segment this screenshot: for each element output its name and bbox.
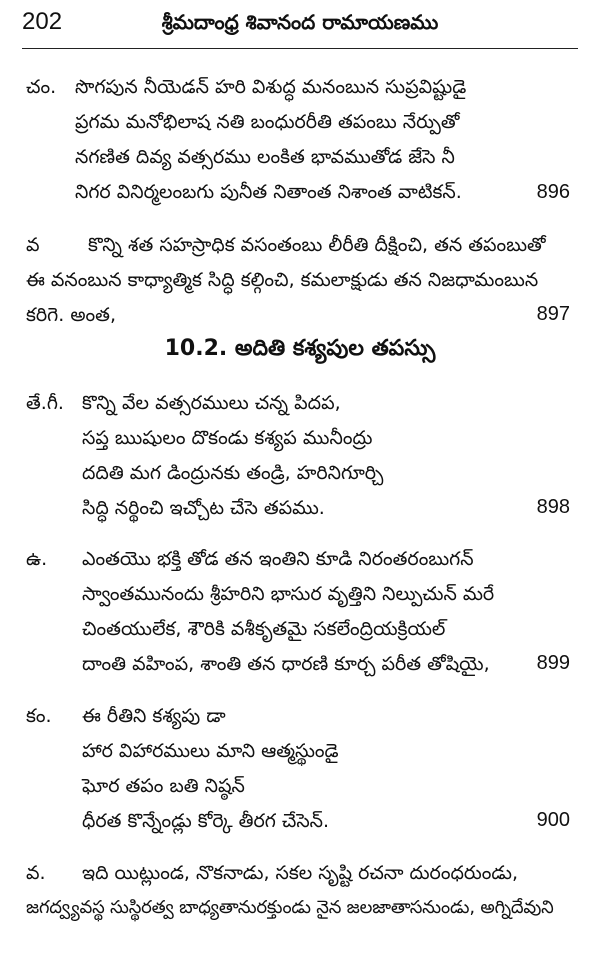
section-heading: 10.2. అదితి కశ్యపుల తపస్సు xyxy=(164,336,436,361)
verse-line: ధీరత కొన్నేండ్లు కోర్కె తీరగ చేసెన్. xyxy=(82,810,330,832)
prose-line: ఇది యిట్లుండ, నొకనాడు, సకల సృష్టి రచనా దురంధరుండు, xyxy=(82,862,519,884)
verse-line: దదితి మగ డింద్రునకు తండ్రి, హరినిగూర్చి xyxy=(82,462,384,484)
verse-line: సప్త ఋషులం దొకండు కశ్యప మునీంద్రు xyxy=(82,427,373,449)
verse-line: నిగర వినిర్మలంబగు పునీత నితాంత నిశాంత వాటికన్. xyxy=(75,181,462,203)
verse-line: చింతయులేక, శౌరికి వశీకృతమై సకలేంద్రియక్రియల్ xyxy=(82,618,446,640)
prose-line: ఈ వనంబున కాధ్యాత్మిక సిద్ధి కల్గించి, కమలాక్షుడు తన నిజధామంబున xyxy=(26,269,539,291)
verse-line: కొన్ని వేల వత్సరములు చన్న పిదప, xyxy=(82,392,341,414)
page-header xyxy=(22,8,578,42)
verse-number: 899 xyxy=(536,652,570,674)
verse-line: నగణిత దివ్య వత్సరము లంకిత భావముతోడ జేసె నీ xyxy=(75,146,455,168)
verse-line: హార విహారములు మాని ఆత్మస్థుండై xyxy=(82,740,339,762)
prose-line: కొన్ని శత సహస్రాధిక వసంతంబు లీరీతి దీక్షించి, తన తపంబుతో xyxy=(88,234,546,256)
verse-line: ప్రగమ మనోభిలాష నతి బంధురరీతి తపంబు నేర్పుతో xyxy=(75,111,460,133)
verse-line: ఎంతయొ భక్తి తోడ తన ఇంతిని కూడి నిరంతరంబుగన్ xyxy=(82,548,474,570)
verse-number: 898 xyxy=(536,496,570,518)
verse-line: సిద్ధి నర్థించి ఇచ్చోట చేసె తపము. xyxy=(82,497,325,519)
verse-number: 897 xyxy=(536,303,570,325)
verse-line: స్వాంతమునందు శ్రీహరిని భాసుర వృత్తిని నిల్పుచున్ మరే xyxy=(82,583,495,605)
verse-number: 900 xyxy=(536,809,570,831)
prose-label: వ xyxy=(26,234,40,256)
verse-number: 896 xyxy=(536,181,570,203)
page-number: 202 xyxy=(22,8,63,35)
running-title: శ్రీమదాంధ్ర శివానంద రామాయణము xyxy=(161,10,439,34)
meter-label: కం. xyxy=(26,705,52,727)
verse-line: దాంతి వహింప, శాంతి తన ధారణి కూర్చ పరీత తోషియై, xyxy=(82,653,490,675)
meter-label: తే.గీ. xyxy=(26,392,64,414)
verse-line: ఘోర తపం బతి నిష్ఠన్ xyxy=(82,775,245,797)
header-rule xyxy=(22,48,578,49)
meter-label: ఉ. xyxy=(26,548,48,570)
prose-label: వ. xyxy=(26,862,46,884)
verse-line: సొగపున నీయెడన్ హరి విశుద్ధ మనంబున సుప్రవిష్టుడై xyxy=(75,76,467,98)
prose-line: జగద్వ్యవస్థ సుస్థిరత్వ బాధ్యతానురక్తుండు నైన జలజాతాసనుండు, అగ్నిదేవుని xyxy=(26,897,554,918)
prose-line: కరిగె. అంత, xyxy=(26,304,116,326)
meter-label: చం. xyxy=(26,76,57,98)
verse-line: ఈ రీతిని కశ్యపు డా xyxy=(82,705,226,727)
